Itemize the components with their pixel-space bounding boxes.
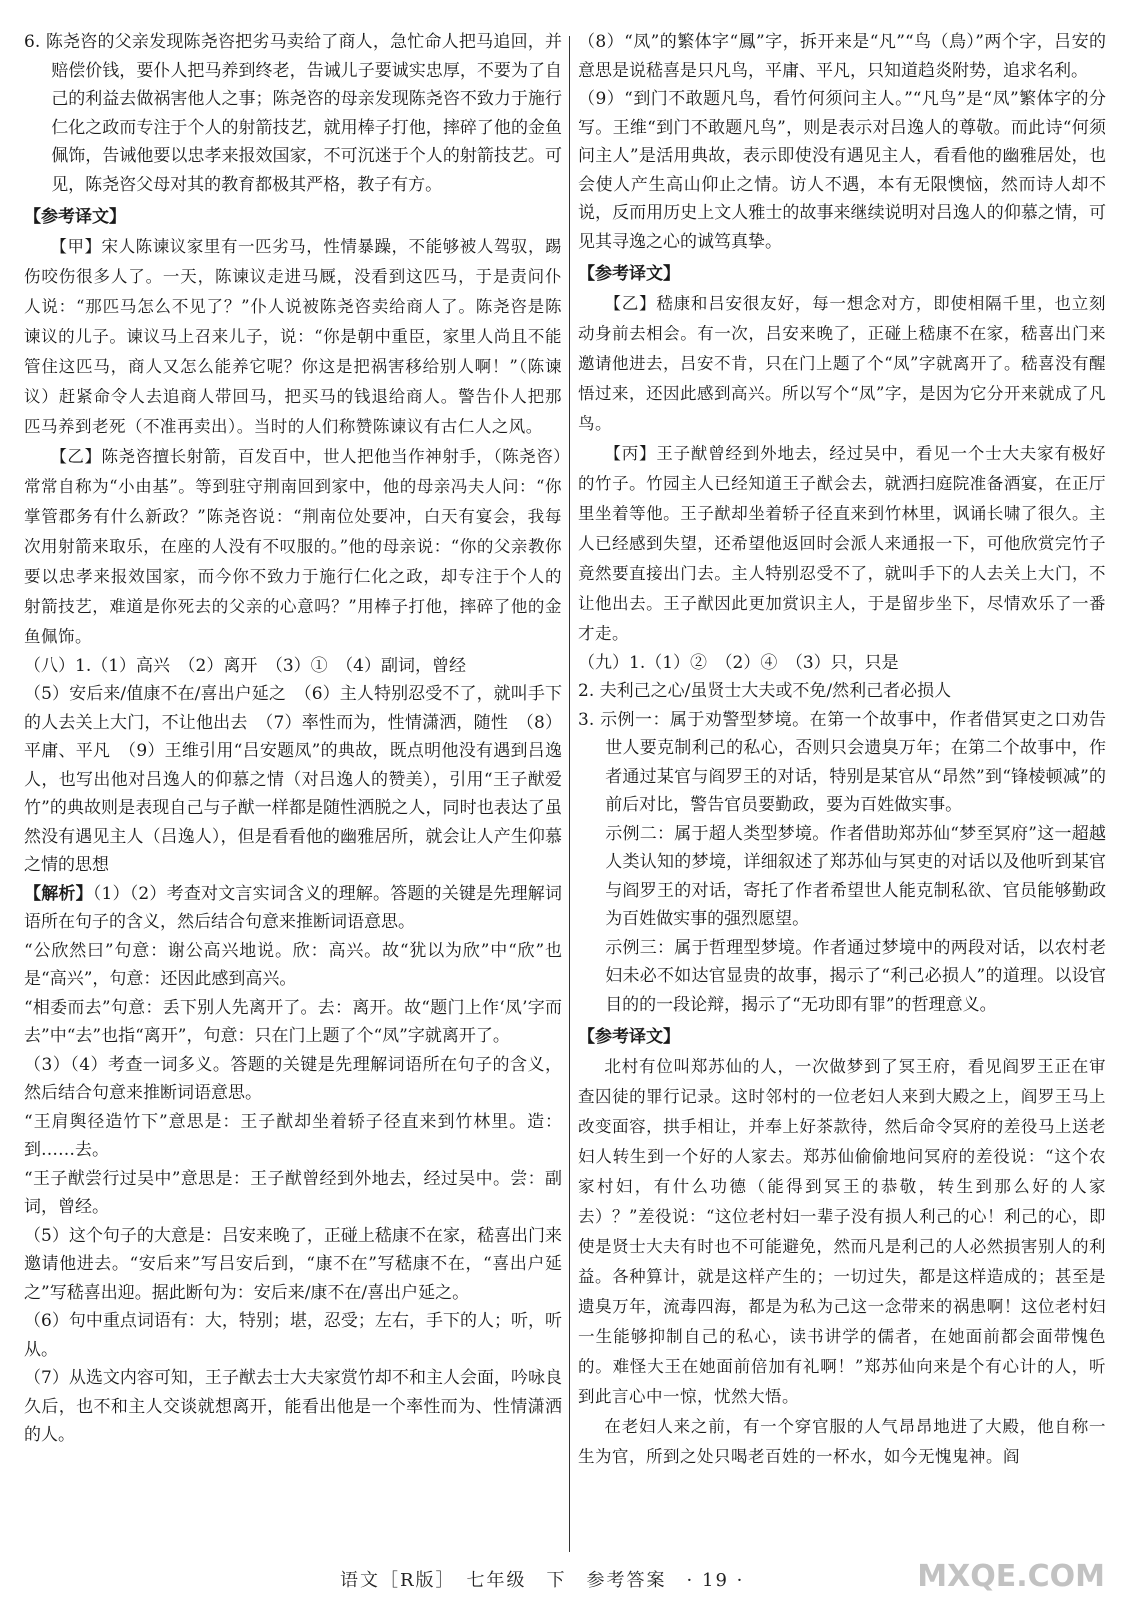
analysis-part-8: （6）句中重点词语有：大，特别；堪，忍受；左右，手下的人；听，听从。 xyxy=(24,1311,562,1360)
reference-translation-heading-2: 【参考译文】 xyxy=(578,1027,680,1047)
page-footer: 语文［R版］ 七年级 下 参考答案 · 19 · xyxy=(340,1570,745,1591)
translation-bing: 【丙】王子猷曾经到外地去，经过吴中，看见一个士大夫家有极好的竹子。竹园主人已经知道王子猷会去，就洒扫庭院准备酒宴，在正厅里坐着等他。王子猷却坐着轿子径直来到竹林里，讽诵长啸了很久。主人已经感到失望，还希望他返回时会派人来通报一下，可他欣赏完竹子竟然要直接出门去。主人特别忍受不了，就叫手下的人去关上大门，不让他出去。王子猷因此更加赏识主人，于是留步坐下，尽情欢乐了一番才走。 xyxy=(578,443,1106,643)
analysis-part-7: （5）这个句子的大意是：吕安来晚了，正碰上嵇康不在家，嵇喜出门来邀请他进去。“安后来”写吕安后到，“康不在”写嵇康不在，“喜出户延之”写嵇喜出迎。据此断句为：安后来/康不在/喜出户延之。 xyxy=(24,1225,562,1303)
answer-8-rest: （5）安后来/值康不在/喜出户延之 （6）主人特别忍受不了，就叫手下的人去关上大门，不让他出去 （7）率性而为，性情潇洒，随性 （8）平庸、平凡 （9）王维引用“吕安题凤”的典故，既点明他没有遇到吕逸人，也写出他对吕逸人的仰慕之情（对吕逸人的赞美），引用“王子猷爱竹”的典故则是表现自己与子猷一样都是随性洒脱之人，同时也表达了虽然没有遇见主人（吕逸人），但是看看他的幽雅居所，就会让人产生仰慕之情的思想 xyxy=(24,684,562,875)
translation-story-1: 北村有位叫郑苏仙的人，一次做梦到了冥王府，看见阎罗王正在审查囚徒的罪行记录。这时邻村的一位老妇人来到大殿之上，阎罗王马上改变面容，拱手相让，并奉上好茶款待，然后命令冥府的差役马上送老妇人转生到一个好的人家去。郑苏仙偷偷地问冥府的差役说：“这个农家村妇，有什么功德（能得到冥王的恭敬，转生到那么好的人家去）？”差役说：“这位老村妇一辈子没有损人利己的心！利己的心，即使是贤士大夫有时也不可能避免，然而凡是利己的人必然损害别人的利益。各种算计，就是这样产生的；一切过失，都是这样造成的；甚至是遗臭万年，流毒四海，都是为私为己这一念带来的祸患啊！这位老村妇一生能够抑制自己的私心，读书讲学的儒者，在她面前都会面带愧色的。难怪大王在她面前倍加有礼啊！”郑苏仙向来是个有心计的人，听到此言心中一惊，忧然大悟。 xyxy=(578,1056,1106,1406)
analysis-part-9: （7）从选文内容可知，王子猷去士大夫家赏竹却不和主人会面，吟咏良久后，也不和主人交谈就想离开，能看出他是一个率性而为、性情潇洒的人。 xyxy=(24,1368,562,1445)
translation-yi: 【乙】嵇康和吕安很友好，每一想念对方，即使相隔千里，也立刻动身前去相会。有一次，吕安来晚了，正碰上嵇康不在家，嵇喜出门来邀请他进去，吕安不肯，只在门上题了个“凤”字就离开了。嵇喜没有醒悟过来，还因此感到高兴。所以写个“凤”字，是因为它分开来就成了凡鸟。 xyxy=(578,293,1106,433)
analysis-part-1: （1）（2）考查对文言实词含义的理解。答题的关键是先理解词语所在句子的含义，然后结合句意来推断词语意思。 xyxy=(24,883,562,932)
translation-story-2: 在老妇人来之前，有一个穿官服的人气昂昂地进了大殿，他自称一生为官，所到之处只喝老百姓的一杯水，如今无愧鬼神。阎 xyxy=(578,1416,1106,1466)
analysis-part-6: “王子猷尝行过吴中”意思是：王子猷曾经到外地去，经过吴中。尝：副词，曾经。 xyxy=(24,1168,562,1217)
reference-translation-heading: 【参考译文】 xyxy=(24,207,126,227)
analysis-part-4: （3）（4）考查一词多义。答题的关键是先理解词语所在句子的含义，然后结合句意来推断词语意思。 xyxy=(24,1054,562,1103)
note-8: （8）“凤”的繁体字“鳳”字，拆开来是“凡”“鸟（鳥）”两个字，吕安的意思是说嵇喜是只凡鸟，平庸、平凡，只知道趋炎附势，追求名利。 xyxy=(578,32,1106,81)
translation-jia: 【甲】宋人陈谏议家里有一匹劣马，性情暴躁，不能够被人驾驭，踢伤咬伤很多人了。一天，陈谏议走进马厩，没看到这匹马，于是责问仆人说：“那匹马怎么不见了？”仆人说被陈尧咨卖给商人了。陈尧咨是陈谏议的儿子。谏议马上召来儿子，说：“你是朝中重臣，家里人尚且不能管住这匹马，商人又怎么能养它呢？你这是把祸害移给别人啊！”（陈谏议）赶紧命令人去追商人带回马，把买马的钱退给商人。警告仆人把那匹马养到老死（不准再卖出）。当时的人们称赞陈谏议有古仁人之风。 xyxy=(24,236,562,436)
answer-item-6: 6. 陈尧咨的父亲发现陈尧咨把劣马卖给了商人，急忙命人把马追回，并赔偿价钱，要仆人把马养到终老，告诫儿子要诚实忠厚，不要为了自己的利益去做祸害他人之事；陈尧咨的母亲发现陈尧咨不致力于施行仁化之政而专注于个人的射箭技艺，就用棒子打他，摔碎了他的金鱼佩饰，告诫他要以忠孝来报效国家，不可沉迷于个人的射箭技艺。可见，陈尧咨父母对其的教育都极其严格，教子有方。 xyxy=(24,32,562,195)
translation-yi: 【乙】陈尧咨擅长射箭，百发百中，世人把他当作神射手，（陈尧咨）常常自称为“小由基”。等到驻守荆南回到家中，他的母亲冯夫人问：“你掌管郡务有什么新政？”陈尧咨说：“荆南位处要冲，白天有宴会，我每次用射箭来取乐，在座的人没有不叹服的。”他的母亲说：“你的父亲教你要以忠孝来报效国家，而今你不致力于施行仁化之政，却专注于个人的射箭技艺，难道是你死去的父亲的心意吗？”用棒子打他，摔碎了他的金鱼佩饰。 xyxy=(24,446,562,646)
analysis-label: 【解析】 xyxy=(24,883,93,904)
left-column xyxy=(24,28,562,1560)
right-column xyxy=(578,28,1106,1560)
note-9: （9）“到门不敢题凡鸟，看竹何须问主人。”“凡鸟”是“凤”繁体字的分写。王维“到门不敢题凡鸟”，则是表示对吕逸人的尊敬。而此诗“何须问主人”是活用典故，表示即使没有遇见主人，看看他的幽雅居处，也会使人产生高山仰止之情。访人不遇，本有无限懊恼，然而诗人却不说，反而用历史上文人雅士的故事来继续说明对吕逸人的仰慕之情，可见其寻逸之心的诚笃真挚。 xyxy=(578,89,1106,252)
answer-8-line1: （八）1.（1）高兴 （2）离开 （3）① （4）副词，曾经 xyxy=(24,655,466,676)
answer-9-1: （九）1.（1）② （2）④ （3）只，只是 xyxy=(578,652,899,673)
answer-9-3-example-2: 示例二：属于超人类型梦境。作者借助郑苏仙“梦至冥府”这一超越人类认知的梦境，详细叙述了郑苏仙与冥吏的对话以及他听到某官与阎罗王的对话，寄托了作者希望世人能克制私欲、官员能够勤政为百姓做实事的强烈愿望。 xyxy=(605,823,1106,929)
answer-9-3-example-3: 示例三：属于哲理型梦境。作者通过梦境中的两段对话，以农村老妇未必不如达官显贵的故事，揭示了“利己必损人”的道理。以设官目的的一段论辩，揭示了“无功即有罪”的哲理意义。 xyxy=(605,937,1106,1015)
analysis-part-3: “相委而去”句意：丢下别人先离开了。去：离开。故“题门上作‘凤’字而去”中“去”也指“离开”，句意：只在门上题了个“凤”字就离开了。 xyxy=(24,997,562,1046)
answer-9-3-example-1: 3. 示例一：属于劝警型梦境。在第一个故事中，作者借冥吏之口劝告世人要克制利己的私心，否则只会遗臭万年；在第二个故事中，作者通过某官与阎罗王的对话，特别是某官从“昂然”到“锋棱顿减”的前后对比，警告官员要勤政，要为百姓做实事。 xyxy=(578,709,1106,815)
reference-translation-heading: 【参考译文】 xyxy=(578,264,680,284)
watermark: MXQE.COM xyxy=(917,1559,1105,1594)
analysis-part-5: “王肩舆径造竹下”意思是：王子猷却坐着轿子径直来到竹林里。造：到……去。 xyxy=(24,1111,562,1160)
column-divider xyxy=(569,36,570,1552)
answer-9-2: 2. 夫利己之心/虽贤士大夫或不免/然利己者必损人 xyxy=(578,681,952,701)
analysis-part-2: “公欣然曰”句意：谢公高兴地说。欣：高兴。故“犹以为欣”中“欣”也是“高兴”，句意：还因此感到高兴。 xyxy=(24,940,562,989)
